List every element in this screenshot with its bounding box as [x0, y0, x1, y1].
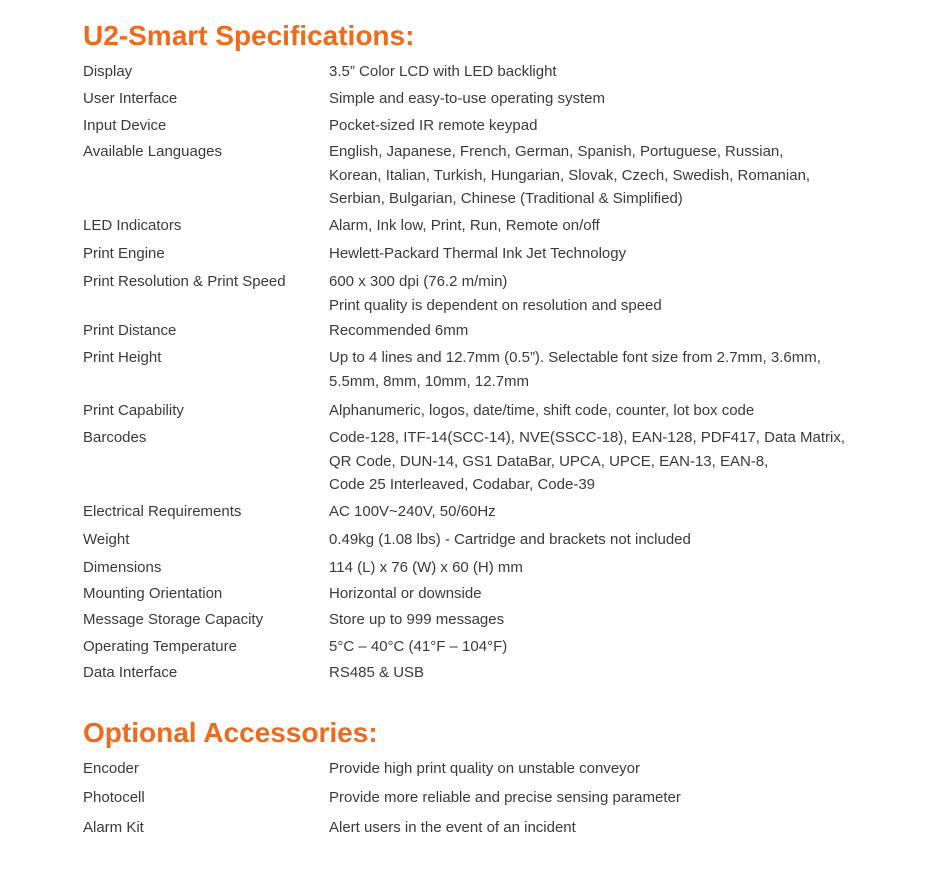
spec-value-line: Up to 4 lines and 12.7mm (0.5”). Selectable font size from 2.7mm, 3.6mm,	[329, 349, 821, 366]
spec-value-line: 114 (L) x 76 (W) x 60 (H) mm	[329, 559, 523, 576]
spec-value-line: Horizontal or downside	[329, 585, 482, 602]
spec-label: Print Capability	[83, 402, 184, 419]
spec-value-line: Alarm, Ink low, Print, Run, Remote on/off	[329, 217, 600, 234]
accessory-label: Encoder	[83, 760, 139, 777]
spec-value-line: 3.5” Color LCD with LED backlight	[329, 63, 557, 80]
spec-value-line: Print quality is dependent on resolution and speed	[329, 297, 662, 314]
spec-value	[329, 346, 919, 394]
spec-value	[329, 114, 919, 138]
spec-label: Dimensions	[83, 559, 162, 576]
spec-label: Available Languages	[83, 143, 223, 160]
spec-value-line: Serbian, Bulgarian, Chinese (Traditional & Simplified)	[329, 190, 683, 207]
accessory-value-line: Alert users in the event of an incident	[329, 819, 576, 836]
spec-value	[329, 60, 919, 84]
spec-value	[329, 608, 919, 632]
spec-value-line: Code-128, ITF-14(SCC-14), NVE(SSCC-18), EAN-128, PDF417, Data Matrix,	[329, 429, 845, 446]
spec-value-line: RS485 & USB	[329, 664, 425, 681]
spec-value-line: Alphanumeric, logos, date/time, shift code, counter, lot box code	[329, 402, 755, 419]
spec-value	[329, 140, 919, 211]
spec-label: Mounting Orientation	[83, 585, 223, 602]
spec-label: LED Indicators	[83, 217, 182, 234]
spec-value	[329, 582, 919, 606]
spec-value-line: Hewlett-Packard Thermal Ink Jet Technology	[329, 245, 627, 262]
spec-label: Data Interface	[83, 664, 178, 681]
spec-label: Barcodes	[83, 429, 147, 446]
specifications-heading: U2-Smart Specifications:	[83, 20, 415, 51]
spec-label: Input Device	[83, 117, 167, 134]
accessories-heading: Optional Accessories:	[83, 717, 378, 748]
spec-value-line: Korean, Italian, Turkish, Hungarian, Slovak, Czech, Swedish, Romanian,	[329, 166, 811, 184]
spec-value-line: Pocket-sized IR remote keypad	[329, 117, 538, 134]
accessory-label: Photocell	[83, 789, 145, 806]
spec-value	[329, 399, 919, 423]
spec-value	[329, 556, 919, 580]
spec-label: Weight	[83, 531, 130, 548]
spec-label: Display	[83, 63, 133, 80]
spec-value	[329, 242, 919, 266]
accessory-value	[329, 757, 919, 781]
accessory-value	[329, 786, 919, 810]
spec-value	[329, 87, 919, 111]
spec-label: Electrical Requirements	[83, 503, 242, 520]
spec-value	[329, 661, 919, 685]
spec-value-line: English, Japanese, French, German, Spanish, Portuguese, Russian,	[329, 143, 784, 160]
spec-value-line: AC 100V~240V, 50/60Hz	[329, 503, 496, 520]
spec-label: Print Height	[83, 349, 162, 366]
spec-value-line: 600 x 300 dpi (76.2 m/min)	[329, 273, 508, 290]
spec-value	[329, 214, 919, 238]
spec-value-line: Store up to 999 messages	[329, 611, 505, 628]
spec-value-line: Recommended 6mm	[329, 322, 469, 339]
spec-value-line: 0.49kg (1.08 lbs) - Cartridge and brackets not included	[329, 531, 691, 548]
spec-value-line: Code 25 Interleaved, Codabar, Code-39	[329, 476, 596, 493]
spec-value	[329, 270, 919, 318]
spec-label: Print Engine	[83, 245, 165, 262]
spec-label: User Interface	[83, 90, 178, 107]
spec-label: Print Resolution & Print Speed	[83, 273, 286, 290]
spec-value-line: 5.5mm, 8mm, 10mm, 12.7mm	[329, 373, 530, 390]
spec-value	[329, 635, 919, 659]
spec-value-line: 5°C – 40°C (41°F – 104°F)	[329, 638, 508, 655]
spec-label: Message Storage Capacity	[83, 611, 264, 628]
spec-label: Operating Temperature	[83, 638, 237, 655]
accessory-value-line: Provide more reliable and precise sensing parameter	[329, 789, 681, 806]
spec-value-line: QR Code, DUN-14, GS1 DataBar, UPCA, UPCE, EAN-13, EAN-8,	[329, 452, 769, 470]
accessory-value	[329, 816, 919, 840]
spec-label: Print Distance	[83, 322, 177, 339]
spec-value	[329, 500, 919, 524]
accessory-value-line: Provide high print quality on unstable conveyor	[329, 760, 641, 777]
accessory-label: Alarm Kit	[83, 819, 144, 836]
spec-value	[329, 426, 919, 497]
spec-value	[329, 319, 919, 343]
spec-value-line: Simple and easy-to-use operating system	[329, 90, 605, 107]
spec-value	[329, 528, 919, 552]
